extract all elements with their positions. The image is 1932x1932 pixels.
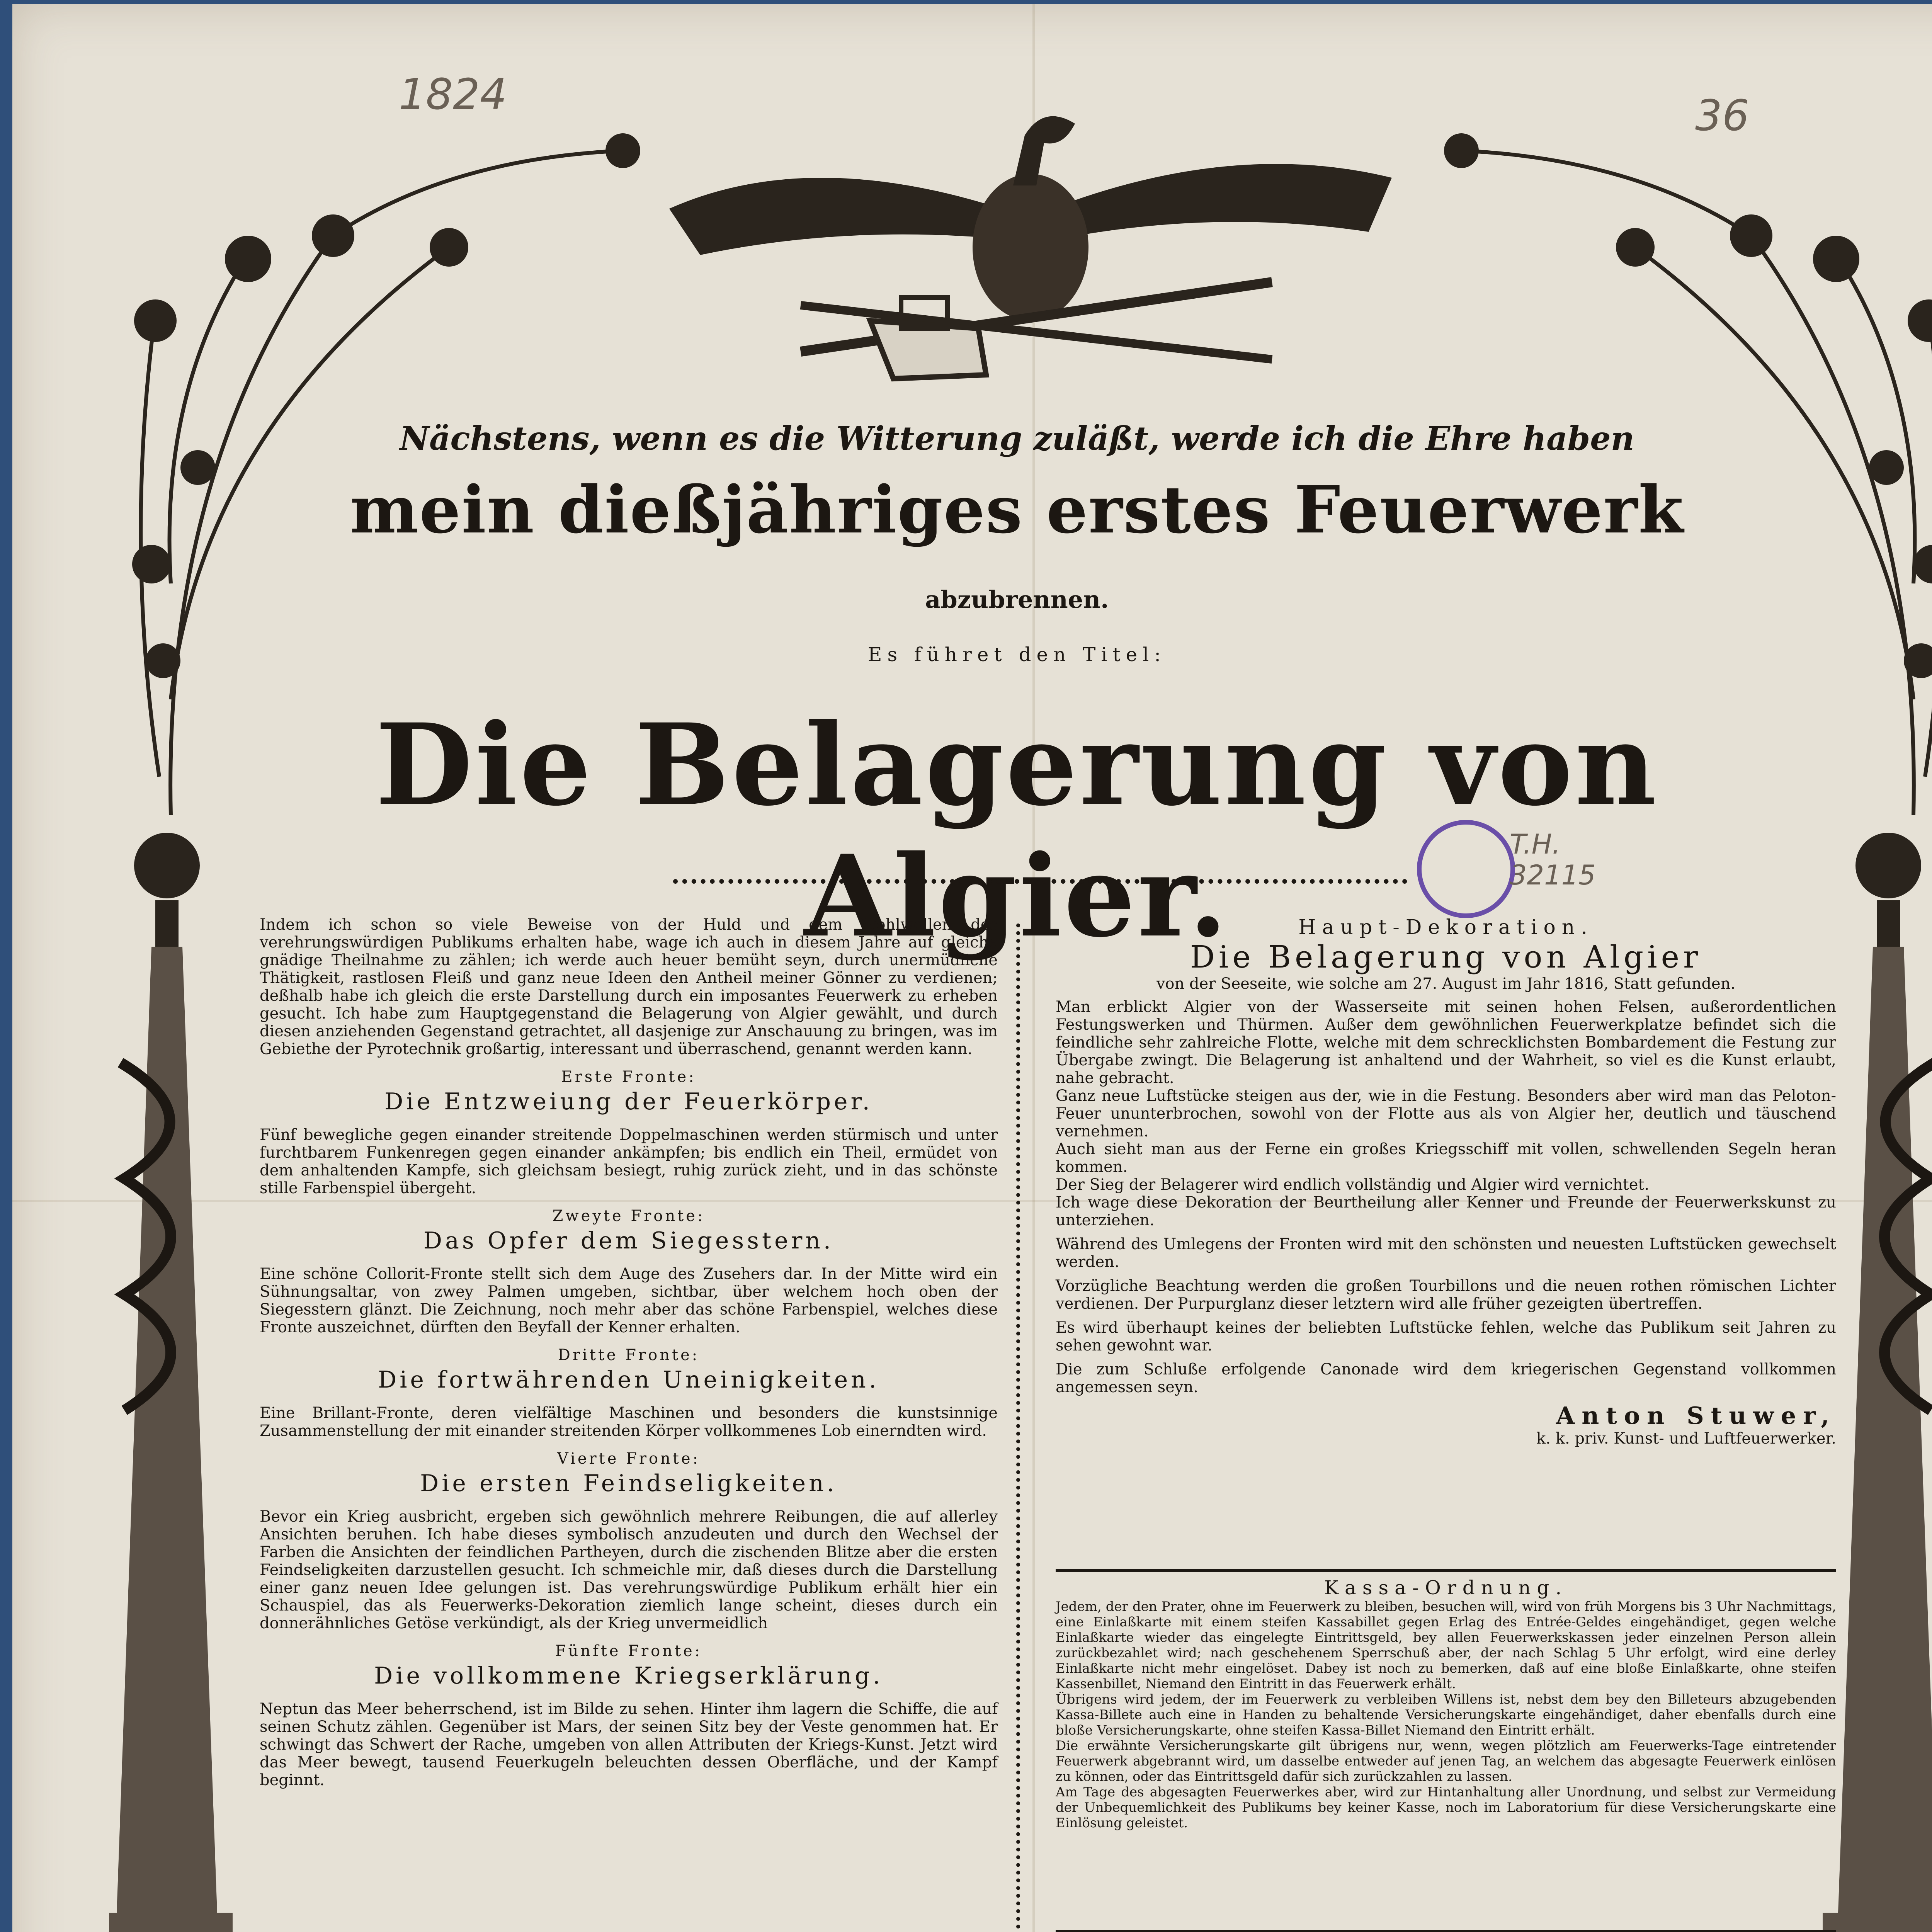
price-rule-top <box>1056 1930 1836 1932</box>
front-2-label: Zweyte Fronte: <box>552 1207 705 1225</box>
handwritten-year: 1824 <box>399 70 507 119</box>
right-column <box>1056 916 1836 1447</box>
kassa-rule-top <box>1056 1569 1836 1572</box>
front-2-title: Das Opfer dem Siegesstern. <box>423 1227 834 1254</box>
left-column-ornament <box>101 831 240 1932</box>
signature-title: k. k. priv. Kunst- und Luftfeuerwerker. <box>1536 1430 1836 1447</box>
front-4-label: Vierte Fronte: <box>557 1450 701 1468</box>
kassa-para-2: Übrigens wird jedem, der im Feuerwerk zu verbleiben Willens ist, nebst dem bey den Billeteurs abzugebenden Kassa-Billete auch eine in Handen zu behaltende Versicherungskarte eingehändiget, daher ebenfalls durch eine bloße Versicherungskarte, ohne steifen Kassa-Billet Niemand den Eintritt erhält. <box>1056 1692 1836 1738</box>
front-1-text: Fünf bewegliche gegen einander streitende Doppelmaschinen werden stürmisch und unter furchtbarem Funkenregen gegen einander ankämpfen; bis endlich ein Theil, ermüdet von dem anhaltenden Kampfe, sich gleichsam besiegt, ruhig zurück zieht, und in das schönste stille Farbenspiel übergeht. <box>260 1126 998 1197</box>
front-3-title: Die fortwährenden Uneinigkeiten. <box>378 1366 879 1393</box>
poster-sheet <box>12 4 1932 1932</box>
kassa-para-3: Die erwähnte Versicherungskarte gilt übrigens nur, wenn, wegen plötzlich am Feuerwerks-Tage eintretender Feuerwerk abgebrannt wird, um dasselbe entweder auf jenen Tag, an welchem das abgesagte Feuerwerk einlösen zu können, oder das Eintrittsgeld dafür sich zurückzahlen zu lassen. <box>1056 1738 1836 1784</box>
decoration-para-3: Auch sieht man aus der Ferne ein großes Kriegsschiff mit vollen, schwellenden Segeln heran kommen. <box>1056 1140 1836 1176</box>
handwritten-inventory: T.H. 32115 <box>1510 828 1596 891</box>
decoration-para-8: Es wird überhaupt keines der beliebten Luftstücke fehlen, welche das Publikum seit Jahren zu sehen gewohnt war. <box>1056 1319 1836 1354</box>
front-3-label: Dritte Fronte: <box>558 1346 700 1364</box>
front-3-text: Eine Brillant-Fronte, deren vielfältige Maschinen und besonders die kunstsinnige Zusammenstellung der mit einander streitenden Körper vollkommenes Lob einerndten wird. <box>260 1404 998 1440</box>
main-decoration-subtitle: von der Seeseite, wie solche am 27. August im Jahr 1816, Statt gefunden. <box>1156 975 1736 993</box>
subtitle-line: mein dießjähriges erstes Feuerwerk <box>350 471 1684 548</box>
front-1-label: Erste Fronte: <box>561 1068 696 1086</box>
library-stamp <box>1417 820 1515 918</box>
intro-paragraph: Indem ich schon so viele Beweise von der Huld und dem Wohlwollen des verehrungswürdigen Publikums erhalten habe, wage ich auch in diesem Jahre auf gleiche gnädige Theilnahme zu zählen; ich werde auch heuer bemüht seyn, durch unermüdliche Thätigkeit, rastlosen Fleiß und ganz neue Ideen den Antheil meiner Gönner zu verdienen; deßhalb habe ich gleich die erste Darstellung durch ein imposantes Feuerwerk zu erheben gesucht. Ich habe zum Hauptgegenstand die Belagerung von Algier gewählt, und durch diesen anziehenden Gegenstand getrachtet, all dasjenige zur Anschauung zu bringen, was im Gebiethe der Pyrotechnik großartig, interessant und überraschend, genannt werden kann. <box>260 916 998 1058</box>
decoration-para-1: Man erblickt Algier von der Wasserseite mit seinen hohen Felsen, außerordentlichen Festungswerken und Thürmen. Außer dem gewöhnlichen Feuerwerkplatze befindet sich die feindliche sehr zahlreiche Flotte, welche mit dem schrecklichsten Bombardement die Festung zur Übergabe zwingt. Die Belagerung ist anhaltend und der Wahrheit, so viel es die Kunst erlaubt, nahe gebracht. <box>1056 998 1836 1087</box>
main-title: Die Belagerung von Algier. <box>375 699 1659 962</box>
left-column <box>260 916 998 1789</box>
front-1-title: Die Entzweiung der Feuerkörper. <box>384 1088 873 1115</box>
decoration-para-6: Während des Umlegens der Fronten wird mit den schönsten und neuesten Luftstücken gewechselt werden. <box>1056 1235 1836 1271</box>
front-5-text: Neptun das Meer beherrschend, ist im Bilde zu sehen. Hinter ihm lagern die Schiffe, die auf seinen Schutz zählen. Gegenüber ist Mars, der seinen Sitz bey der Veste genommen hat. Er schwingt das Schwert der Rache, umgeben von allen Attributen der Kriegs-Kunst. Jetzt wird das Meer bewegt, tausend Feuerkugeln beleuchten dessen Oberfläche, und der Kampf beginnt. <box>260 1700 998 1789</box>
decoration-para-9: Die zum Schluße erfolgende Canonade wird dem kriegerischen Gegenstand vollkommen angemessen seyn. <box>1056 1361 1836 1396</box>
main-decoration-title: Die Belagerung von Algier <box>1190 939 1702 975</box>
verb-line: abzubrennen. <box>925 585 1109 614</box>
front-4-title: Die ersten Feindseligkeiten. <box>420 1470 837 1497</box>
signature-name: Anton Stuwer, <box>1556 1401 1836 1430</box>
kassa-para-4: Am Tage des abgesagten Feuerwerkes aber, wird zur Hintanhaltung aller Unordnung, und selbst zur Vermeidung der Unbequemlichkeit des Publikums bey keiner Kasse, noch im Laboratorium für diese Versicherungskarte eine Einlösung geleistet. <box>1056 1784 1836 1831</box>
decoration-para-2: Ganz neue Luftstücke steigen aus der, wie in die Festung. Besonders aber wird man das Peloton-Feuer ununterbrochen, sowohl von der Flotte aus als von Algier her, deutlich und täuschend vernehmen. <box>1056 1087 1836 1140</box>
handwritten-number: 36 <box>1695 91 1749 140</box>
front-5-title: Die vollkommene Kriegserklärung. <box>374 1662 883 1689</box>
decoration-para-5: Ich wage diese Dekoration der Beurtheilung aller Kenner und Freunde der Feuerwerkskunst zu unterziehen. <box>1056 1194 1836 1229</box>
main-decoration-heading: Haupt-Dekoration. <box>1298 916 1594 939</box>
kassa-title: Kassa-Ordnung. <box>1324 1577 1568 1599</box>
front-5-label: Fünfte Fronte: <box>555 1642 702 1660</box>
kassa-section <box>1056 1577 1836 1831</box>
column-divider <box>1016 923 1020 1932</box>
title-intro-line: Es führet den Titel: <box>868 643 1166 666</box>
intro-line: Nächstens, wenn es die Witterung zuläßt, werde ich die Ehre haben <box>400 419 1634 457</box>
front-2-text: Eine schöne Collorit-Fronte stellt sich dem Auge des Zusehers dar. In der Mitte wird ein Sühnungsaltar, von zwey Palmen umgeben, sichtbar, über welchem hoch oben der Siegesstern glänzt. Die Zeichnung, noch mehr aber das schöne Farbenspiel, welches diese Fronte auszeichnet, dürften den Beyfall der Kenner erhalten. <box>260 1265 998 1336</box>
decoration-para-7: Vorzügliche Beachtung werden die großen Tourbillons und die neuen rothen römischen Lichter verdienen. Der Purpurglanz dieser letztern wird alle früher gezeigten übertreffen. <box>1056 1277 1836 1313</box>
kassa-para-1: Jedem, der den Prater, ohne im Feuerwerk zu bleiben, besuchen will, wird von früh Morgens bis 3 Uhr Nachmittags, eine Einlaßkarte mit einem steifen Kassabillet gegen Erlag des Entrée-Geldes eingehändiget, gegen welche Einlaßkarte wieder das eingelegte Eintrittsgeld, bey allen Feuerwerkskassen jeder einzelnen Person allein zurückbezahlet wird; nach geschehenem Sperrschuß aber, der nach Schlag 5 Uhr erfolgt, wird eine derley Einlaßkarte nicht mehr eingelöset. Dabey ist noch zu bemerken, daß auf eine bloße Einlaßkarte, ohne steifen Kassenbillet, Niemand den Eintritt in das Feuerwerk erhält. <box>1056 1599 1836 1692</box>
eagle-emblem <box>654 81 1407 398</box>
front-4-text: Bevor ein Krieg ausbricht, ergeben sich gewöhnlich mehrere Reibungen, die auf allerley Ansichten beruhen. Ich habe dieses symbolisch anzudeuten und durch den Wechsel der Farben die Ansichten der feindlichen Partheyen, durch die zischenden Blitze aber die ersten Feindseligkeiten darzustellen gesucht. Ich schmeichle mir, daß dieses durch die Darstellung einer ganz neuen Idee gelungen ist. Das verehrungswürdige Publikum erhält hier ein Schauspiel, das als Feuerwerks-Dekoration ziemlich lange scheint, dieses durch ein donnerähnliches Getöse verkündigt, als der Krieg unvermeidlich <box>260 1508 998 1632</box>
decoration-para-4: Der Sieg der Belagerer wird endlich vollständig und Algier wird vernichtet. <box>1056 1176 1650 1194</box>
title-divider <box>673 879 1407 884</box>
